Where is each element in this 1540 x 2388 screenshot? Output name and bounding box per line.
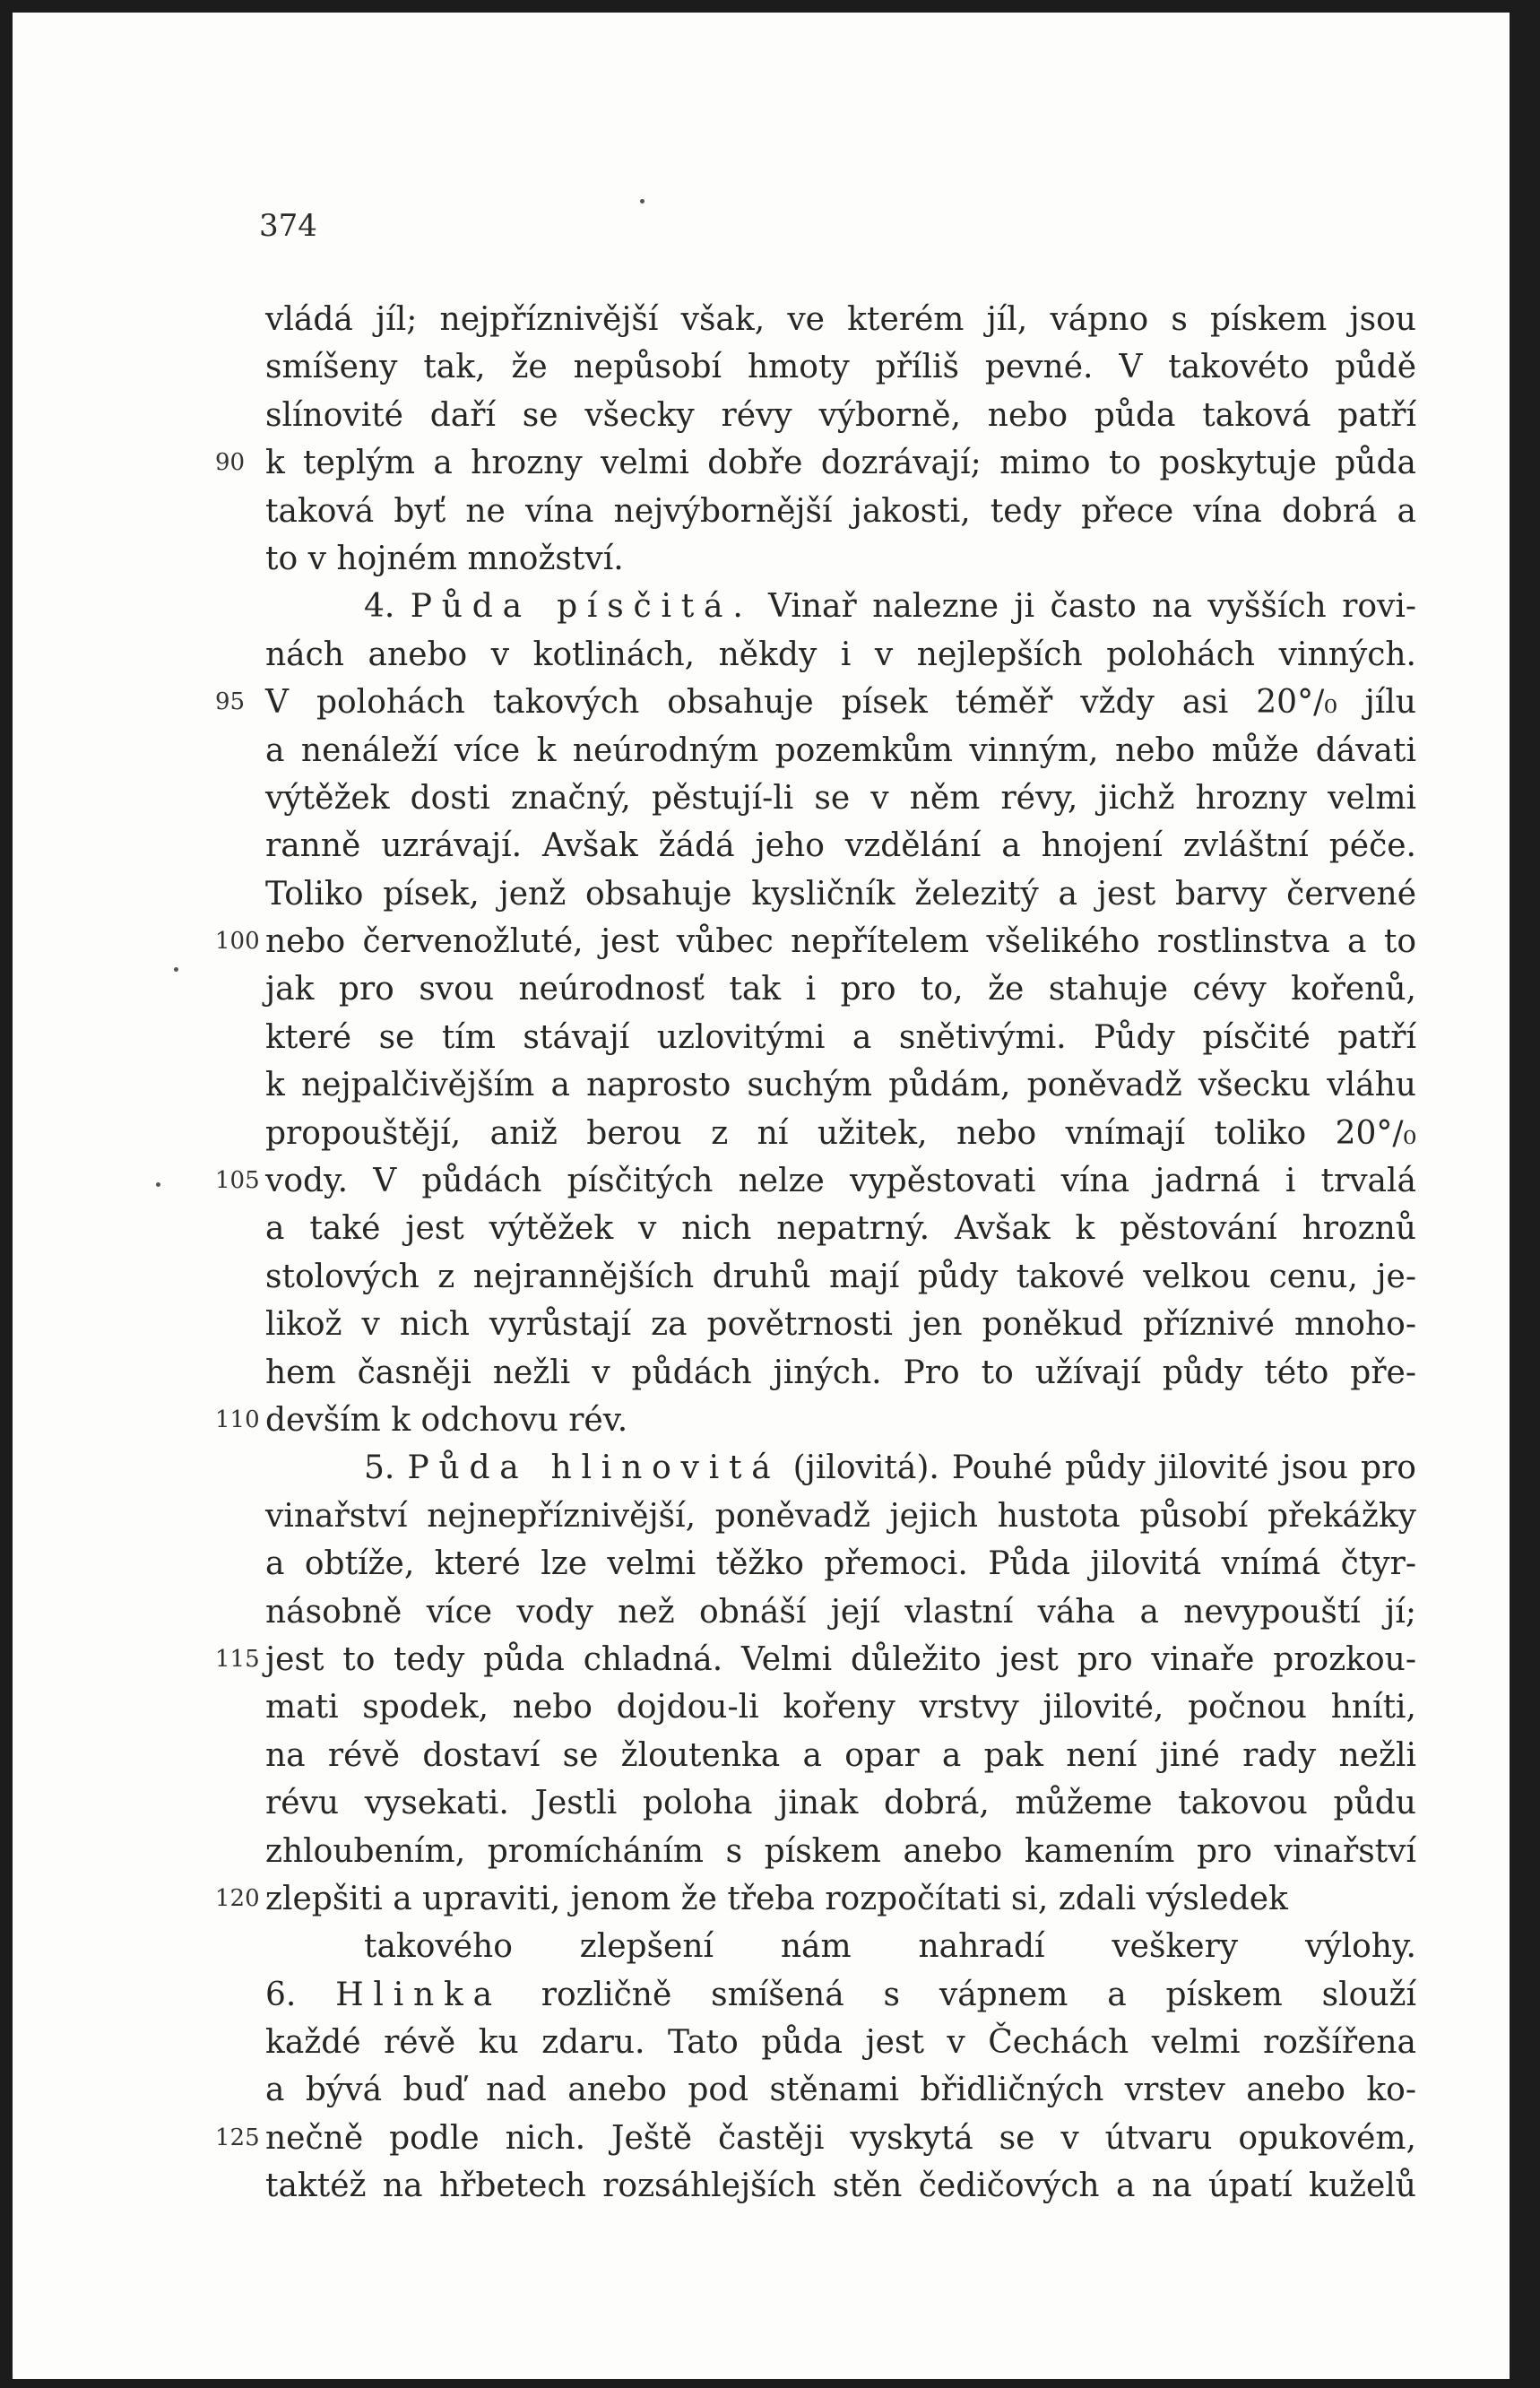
text-line [265, 631, 1416, 679]
line-text: Vinař nalezne ji často na vyšších rovi- [752, 588, 1417, 626]
line-text: révu vysekati. Jestli poloha jinak dobrá, můžeme takovou půdu [265, 1785, 1416, 1822]
text-line [265, 1253, 1416, 1301]
text-line [265, 343, 1416, 391]
line-text: hem časněji nežli v půdách jiných. Pro to užívají půdy této pře- [265, 1354, 1416, 1391]
text-line [215, 1397, 1416, 1444]
text-line [265, 774, 1416, 822]
book-page [13, 13, 1510, 2379]
line-text: (jilovitá). Pouhé půdy jilovité jsou pro [780, 1449, 1416, 1487]
line-text: zlepšiti a upraviti, jenom že třeba rozpočítati si, zdali výsledek [265, 1880, 1288, 1917]
text-line [265, 2066, 1416, 2114]
line-text: každé révě ku zdaru. Tato půda jest v Čechách velmi rozšířena [265, 2024, 1416, 2062]
line-text: jest to tedy půda chladná. Velmi důležito jest pro vinaře prozkou- [265, 1640, 1416, 1678]
text-line [215, 1875, 1416, 1923]
text-line [215, 679, 1416, 726]
text-line [265, 727, 1416, 774]
text-line [265, 1971, 1416, 2019]
text-line [265, 1732, 1416, 1779]
line-text: násobně více vody než obnáší její vlastní váha a nevypouští jí; [265, 1593, 1416, 1631]
text-line [265, 1110, 1416, 1157]
text-line [265, 1205, 1416, 1252]
section-heading: Půda hlinovitá [407, 1449, 781, 1487]
text-line [265, 1349, 1416, 1397]
line-text: a bývá buď nad anebo pod stěnami břidličných vrstev anebo ko- [265, 2072, 1416, 2109]
line-text: a nenáleží více k neúrodným pozemkům vinným, nebo může dávati [265, 731, 1416, 769]
text-line [265, 965, 1416, 1013]
text-line [265, 2162, 1416, 2210]
line-text: nečně podle nich. Ještě častěji vyskytá se v útvaru opukovém, [265, 2119, 1416, 2157]
text-line [265, 583, 1416, 630]
line-number: 105 [215, 1167, 260, 1195]
line-number: 110 [215, 1406, 260, 1433]
text-line [265, 392, 1416, 439]
text-line [215, 439, 1416, 487]
text-line [265, 296, 1416, 343]
print-speck [174, 967, 178, 972]
text-line [215, 2115, 1416, 2162]
scan-border [1510, 0, 1540, 2388]
text-line [265, 1923, 1416, 1970]
text-line [265, 488, 1416, 535]
line-text: ranně uzrávají. Avšak žádá jeho vzdělání a hnojení zvláštní péče. [265, 827, 1416, 865]
text-line [265, 1540, 1416, 1588]
line-text: likož v nich vyrůstají za povětrnosti jen poněkud příznivé mnoho- [265, 1306, 1416, 1344]
text-line [265, 1301, 1416, 1348]
line-text: to v hojném množství. [265, 540, 624, 577]
text-line [265, 1828, 1416, 1875]
text-line [265, 1588, 1416, 1636]
section-heading: Hlinka [335, 1976, 502, 2013]
line-text: nebo červenožluté, jest vůbec nepřítelem všelikého rostlinstva a to [265, 923, 1416, 961]
text-line [265, 1779, 1416, 1827]
line-number: 90 [215, 449, 246, 477]
line-text: propouštějí, aniž berou z ní užitek, nebo vnímají toliko 20°/₀ [265, 1114, 1416, 1152]
line-text: a obtíže, které lze velmi těžko přemoci. Půda jilovitá vnímá čtyr- [265, 1545, 1416, 1583]
text-line [265, 870, 1416, 918]
line-text: výtěžek dosti značný, pěstují-li se v něm révy, jichž hrozny velmi [265, 779, 1416, 817]
line-text: k teplým a hrozny velmi dobře dozrávají; mimo to poskytuje půda [265, 445, 1416, 482]
line-text: vody. V půdách písčitých nelze vypěstovati vína jadrná i trvalá [265, 1163, 1416, 1200]
section-number: 4. [364, 588, 411, 626]
line-number: 100 [215, 928, 260, 956]
line-text: mati spodek, nebo dojdou-li kořeny vrstvy jilovité, počnou hníti, [265, 1689, 1416, 1726]
text-line [265, 535, 1416, 583]
line-text: takového zlepšení nám nahradí veškery výlohy. [364, 1928, 1416, 1966]
text-line [265, 1444, 1416, 1492]
line-text: které se tím stávají uzlovitými a snětivými. Půdy písčité patří [265, 1018, 1416, 1056]
text-line [215, 1157, 1416, 1205]
page-number: 374 [259, 208, 317, 244]
line-text: jak pro svou neúrodnosť tak i pro to, že stahuje cévy kořenů, [265, 971, 1416, 1008]
section-number: 5. [364, 1449, 408, 1487]
section-heading: Půda písčitá. [410, 588, 753, 626]
line-text: a také jest výtěžek v nich nepatrný. Avšak k pěstování hroznů [265, 1210, 1416, 1248]
print-speck [640, 199, 645, 203]
line-number: 95 [215, 688, 246, 716]
line-number: 125 [215, 2124, 260, 2151]
line-text: smíšeny tak, že nepůsobí hmoty příliš pevné. V takovéto půdě [265, 349, 1416, 386]
line-text: stolových z nejrannějších druhů mají půdy takové velkou cenu, je- [265, 1258, 1416, 1295]
line-number: 115 [215, 1645, 260, 1673]
line-number: 120 [215, 1884, 260, 1912]
print-speck [156, 1182, 160, 1187]
text-line [215, 1636, 1416, 1683]
text-line [265, 1014, 1416, 1061]
line-text: na révě dostaví se žloutenka a opar a pak není jiné rady nežli [265, 1736, 1416, 1774]
line-text: vládá jíl; nejpříznivější však, ve kterém jíl, vápno s pískem jsou [265, 301, 1416, 338]
text-line [215, 918, 1416, 965]
line-text: taková byť ne vína nejvýbornější jakosti, tedy přece vína dobrá a [265, 492, 1416, 530]
line-text: Toliko písek, jenž obsahuje kysličník železitý a jest barvy červené [265, 875, 1416, 913]
text-line [265, 2019, 1416, 2066]
body-text [215, 296, 1417, 2211]
text-line [265, 1683, 1416, 1731]
text-line [265, 1492, 1416, 1540]
line-text: rozličně smíšená s vápnem a pískem slouží [501, 1976, 1416, 2013]
line-text: taktéž na hřbetech rozsáhlejších stěn čedičových a na úpatí kuželů [265, 2167, 1416, 2205]
text-line [265, 822, 1416, 870]
line-text: slínovité daří se všecky révy výborně, nebo půda taková patří [265, 396, 1416, 434]
line-text: zhloubením, promícháním s pískem anebo kamením pro vinařství [265, 1832, 1416, 1870]
section-number: 6. [265, 1976, 336, 2013]
line-text: k nejpalčivějším a naprosto suchým půdám, poněvadž všecku vláhu [265, 1067, 1416, 1104]
line-text: V polohách takových obsahuje písek téměř vždy asi 20°/₀ jílu [265, 684, 1416, 722]
line-text: devším k odchovu rév. [265, 1401, 628, 1439]
text-line [265, 1061, 1416, 1109]
line-text: nách anebo v kotlinách, někdy i v nejlepších polohách vinných. [265, 636, 1416, 673]
line-text: vinařství nejnepříznivější, poněvadž jejich hustota působí překážky [265, 1497, 1416, 1535]
